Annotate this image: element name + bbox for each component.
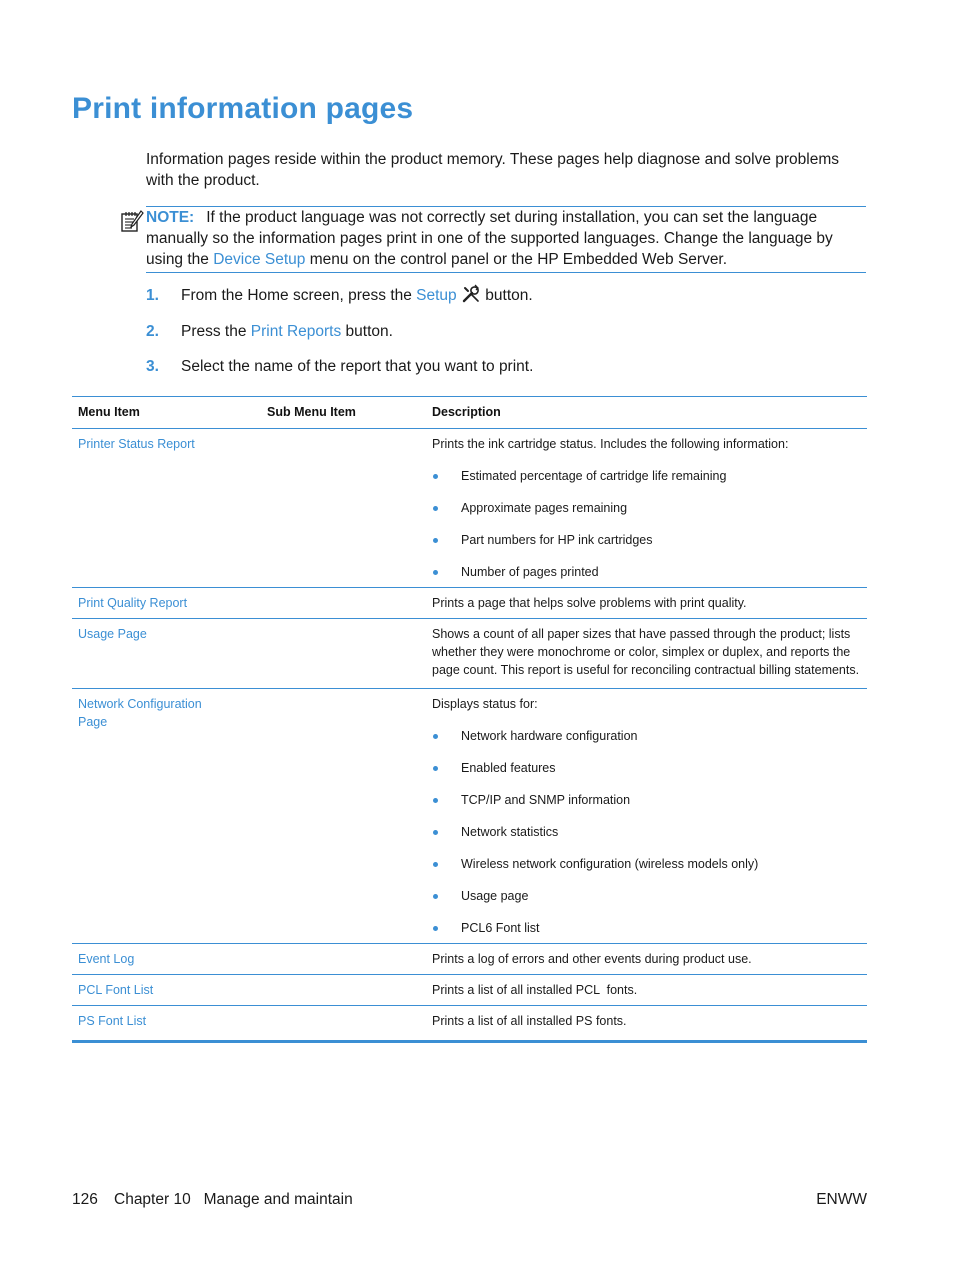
list-item: TCP/IP and SNMP information (432, 791, 861, 809)
list-item: Network hardware configuration (432, 727, 861, 745)
table-row (72, 975, 867, 1006)
note-box (146, 206, 866, 273)
description-text: Displays status for: (432, 697, 538, 711)
step-1 (146, 284, 533, 306)
table-row (72, 944, 867, 975)
table-row (72, 689, 867, 944)
step-3 (146, 356, 533, 377)
menu-item-ps-font-list[interactable]: PS Font List (78, 1014, 147, 1028)
list-item: Network statistics (432, 823, 861, 841)
footer-locale: ENWW (816, 1191, 867, 1208)
sub-menu-cell (261, 619, 426, 689)
chapter-label: Chapter 10 Manage and maintain (114, 1191, 353, 1208)
note-label: NOTE: (146, 209, 195, 226)
description-cell: Prints a list of all installed PS fonts. (432, 1014, 627, 1028)
wrench-icon (461, 284, 481, 304)
table-header-row (72, 397, 867, 429)
description-cell: Shows a count of all paper sizes that have passed through the product; lists whether they were monochrome or color, simplex or duplex, and reports the page count. This report is useful for reconciling contractual billing statements. (426, 619, 867, 689)
page-number: 126 (72, 1191, 98, 1208)
step-text-after: button. (341, 323, 393, 340)
header-sub-menu-item: Sub Menu Item (261, 397, 426, 429)
step-2 (146, 321, 393, 342)
list-item: Estimated percentage of cartridge life remaining (432, 467, 861, 485)
sub-menu-cell (261, 689, 426, 944)
header-description: Description (426, 397, 867, 429)
sub-menu-cell (261, 975, 426, 1006)
list-item: Usage page (432, 887, 861, 905)
menu-item-network-configuration-page[interactable]: Network Configuration Page (72, 689, 261, 944)
description-cell (426, 429, 867, 588)
list-item: Number of pages printed (432, 563, 861, 581)
list-item: PCL6 Font list (432, 919, 861, 937)
print-reports-link[interactable]: Print Reports (250, 323, 342, 340)
menu-item-pcl-font-list[interactable]: PCL Font List (72, 975, 261, 1006)
sub-menu-cell (261, 1006, 426, 1042)
table-row (72, 588, 867, 619)
menu-item-print-quality-report[interactable]: Print Quality Report (72, 588, 261, 619)
menu-item-printer-status-report[interactable]: Printer Status Report (72, 429, 261, 588)
step-number: 1. (146, 287, 159, 304)
description-cell: Prints a page that helps solve problems with print quality. (426, 588, 867, 619)
step-text-after: button. (481, 287, 533, 304)
bullet-list (432, 467, 861, 581)
setup-link[interactable]: Setup (416, 287, 457, 304)
step-text: From the Home screen, press the (181, 287, 417, 304)
step-number: 3. (146, 358, 159, 375)
menu-items-table (72, 396, 867, 1043)
table-row (72, 619, 867, 689)
description-text: Prints the ink cartridge status. Includes the following information: (432, 437, 789, 451)
menu-item-event-log[interactable]: Event Log (72, 944, 261, 975)
description-cell (426, 689, 867, 944)
step-text: Select the name of the report that you want to print. (181, 358, 534, 375)
description-cell: Prints a list of all installed PCL fonts. (426, 975, 867, 1006)
description-cell: Prints a log of errors and other events during product use. (426, 944, 867, 975)
list-item: Approximate pages remaining (432, 499, 861, 517)
step-text: Press the (181, 323, 251, 340)
list-item: Enabled features (432, 759, 861, 777)
intro-paragraph: Information pages reside within the product memory. These pages help diagnose and solve problems with the product. (146, 151, 840, 189)
sub-menu-cell (261, 944, 426, 975)
list-item: Wireless network configuration (wireless models only) (432, 855, 861, 873)
menu-item-usage-page[interactable]: Usage Page (72, 619, 261, 689)
sub-menu-cell (261, 588, 426, 619)
note-icon (120, 209, 144, 233)
page-title: Print information pages (72, 92, 414, 125)
note-text-before: If the product language was not correctly set during installation, you can set the language manually so the information pages print in one of the supported languages. Change the language by using the (146, 209, 833, 268)
device-setup-link[interactable]: Device Setup (213, 251, 306, 268)
table-row (72, 429, 867, 588)
page-footer (72, 1189, 867, 1210)
sub-menu-cell (261, 429, 426, 588)
bullet-list (432, 727, 861, 937)
header-menu-item: Menu Item (72, 397, 261, 429)
list-item: Part numbers for HP ink cartridges (432, 531, 861, 549)
note-text-after: menu on the control panel or the HP Embedded Web Server. (305, 251, 728, 268)
step-number: 2. (146, 323, 159, 340)
table-row (72, 1006, 867, 1042)
